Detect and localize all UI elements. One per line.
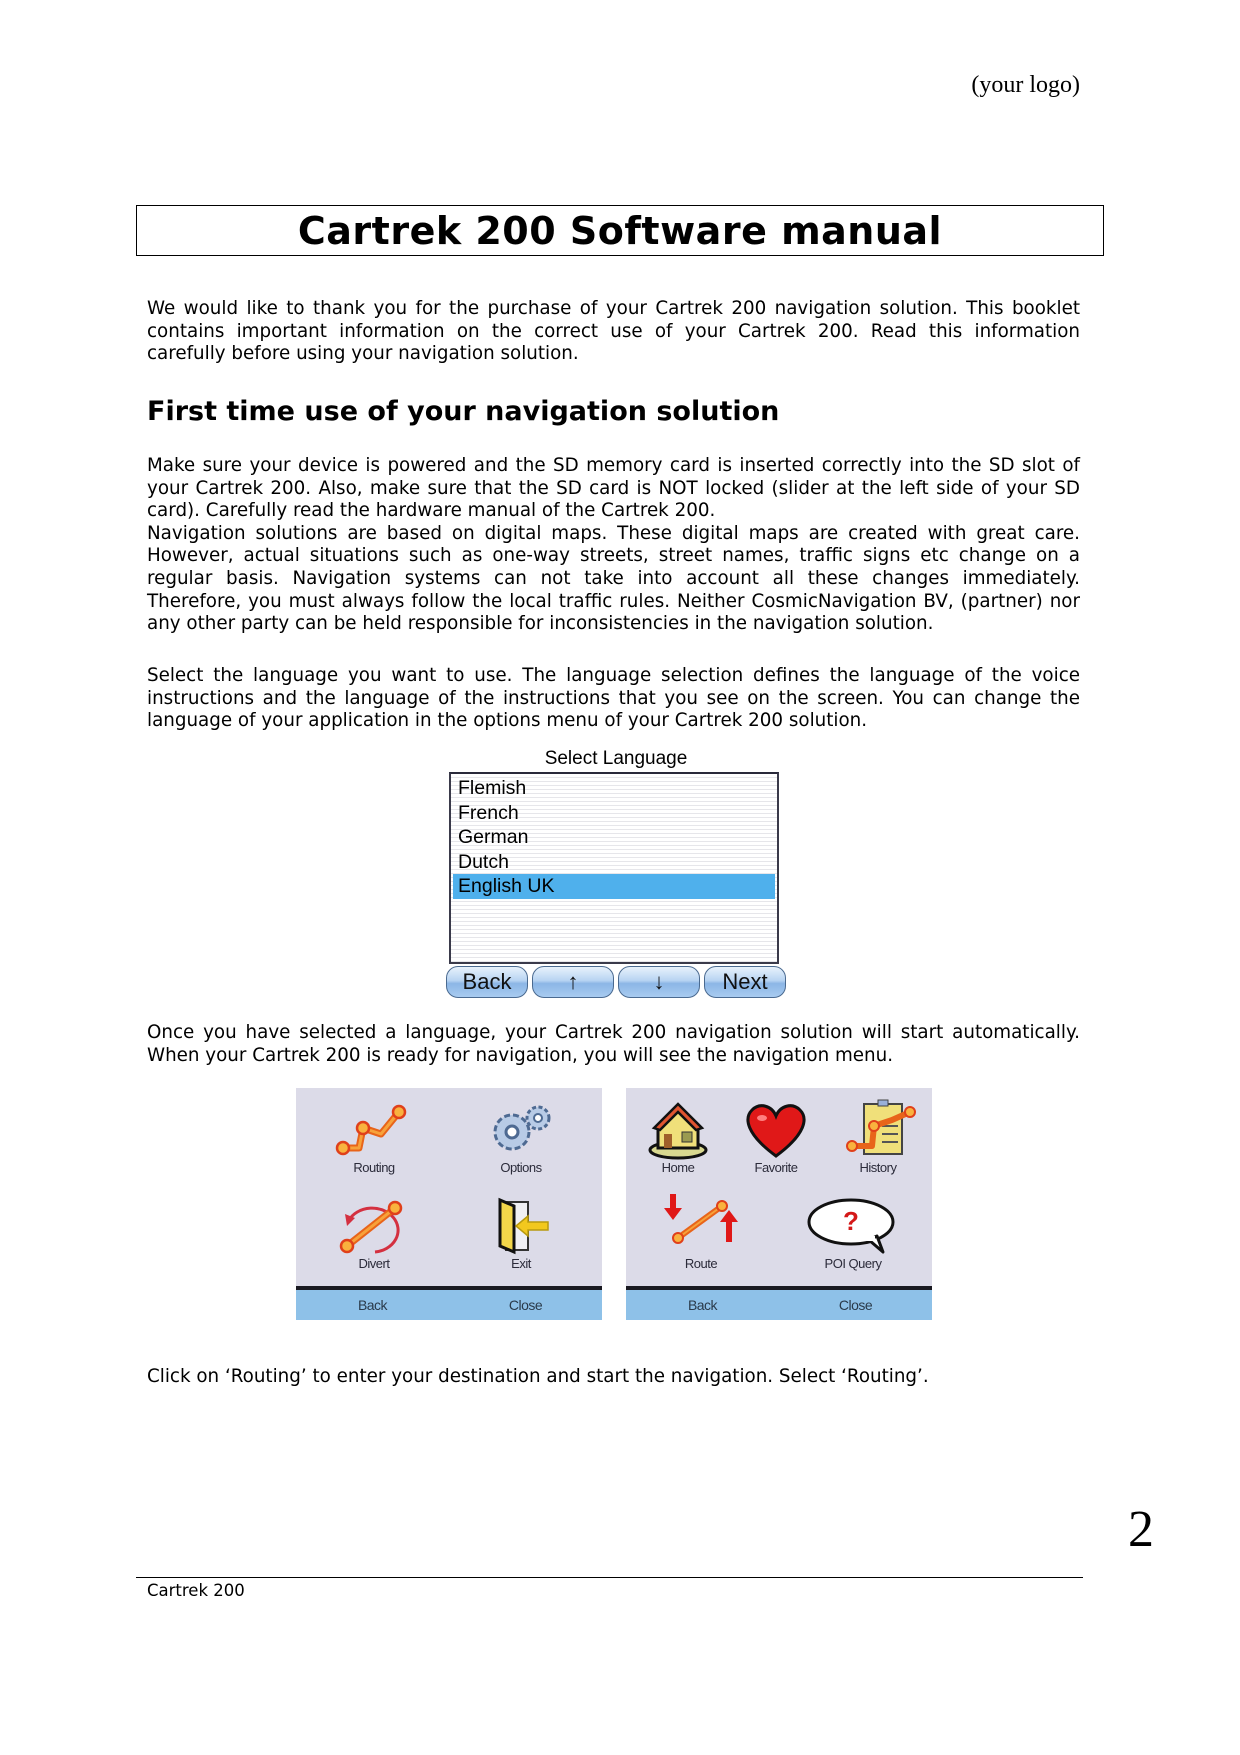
back-button[interactable]: Back bbox=[446, 966, 528, 998]
disclaimer-text: Navigation solutions are based on digital maps. These digital maps are created with great care. However, actual situations such as one-way streets, street names, traffic signs etc change on a regular basis. Navigation systems can not take into account all these changes immediately. Therefore, you must always follow the local traffic rules. Neither CosmicNavigation BV, (partner) nor any other party can be held responsible for inconsistencies in the navigation solution. bbox=[147, 522, 1080, 635]
menu-close-button[interactable]: Close bbox=[838, 1297, 873, 1313]
language-option[interactable]: Flemish bbox=[458, 777, 527, 799]
menu-label: History bbox=[859, 1160, 897, 1175]
routing-instruction-text: Click on ‘Routing’ to enter your destination and start the navigation. Select ‘Routing’. bbox=[147, 1366, 929, 1387]
setup-paragraph bbox=[147, 455, 1080, 636]
route-icon bbox=[656, 1192, 746, 1256]
routing-instruction-paragraph bbox=[147, 1366, 1080, 1389]
menu-bottom-bar bbox=[626, 1290, 932, 1320]
logo-placeholder: (your logo) bbox=[971, 72, 1080, 98]
language-option[interactable]: Dutch bbox=[458, 850, 509, 873]
navigation-menu-paragraph bbox=[147, 1022, 1080, 1067]
menu-item-favorite[interactable] bbox=[732, 1096, 820, 1175]
menu-label: Routing bbox=[353, 1160, 395, 1175]
exit-door-icon bbox=[476, 1194, 566, 1256]
menu-close-button[interactable]: Close bbox=[508, 1297, 543, 1313]
menu-item-route[interactable] bbox=[646, 1192, 756, 1271]
select-language-dialog bbox=[446, 748, 786, 1003]
menu-back-button[interactable]: Back bbox=[687, 1297, 718, 1313]
section-heading: First time use of your navigation solution bbox=[147, 396, 780, 427]
menu-label: Route bbox=[684, 1256, 718, 1271]
document-title-box bbox=[136, 205, 1104, 256]
language-list[interactable] bbox=[449, 772, 779, 964]
page-number: 2 bbox=[1128, 1501, 1154, 1558]
menu-item-home[interactable] bbox=[634, 1096, 722, 1175]
menu-label: Home bbox=[661, 1160, 695, 1175]
setup-text: Make sure your device is powered and the SD memory card is inserted correctly into the SD slot of your Cartrek 200. Also, make sure that the SD card is NOT locked (slider at the left side of your SD card). Carefully read the hardware manual of the Cartrek 200. bbox=[147, 455, 1080, 522]
menu-bottom-bar bbox=[296, 1290, 602, 1320]
up-arrow-button[interactable] bbox=[532, 966, 614, 998]
menu-label: Options bbox=[500, 1160, 542, 1175]
arrow-down-icon: ↓ bbox=[653, 969, 665, 994]
footer-product-name: Cartrek 200 bbox=[147, 1581, 245, 1600]
language-option[interactable]: German bbox=[458, 826, 529, 848]
intro-paragraph bbox=[147, 298, 1080, 366]
down-arrow-button[interactable] bbox=[618, 966, 700, 998]
menu-back-button[interactable]: Back bbox=[357, 1297, 388, 1313]
menu-item-exit[interactable] bbox=[471, 1194, 571, 1271]
dialog-button-bar bbox=[446, 966, 786, 1000]
menu-item-poi-query[interactable] bbox=[798, 1192, 908, 1271]
menu-item-options[interactable] bbox=[471, 1098, 571, 1175]
language-option[interactable]: French bbox=[458, 801, 519, 824]
house-icon bbox=[638, 1096, 718, 1160]
navigation-menu-text: Once you have selected a language, your Cartrek 200 navigation solution will start automatically. When your Cartrek 200 is ready for navigation, you will see the navigation menu. bbox=[147, 1022, 1080, 1066]
routing-icon bbox=[329, 1098, 419, 1160]
divert-icon bbox=[329, 1194, 419, 1256]
language-paragraph bbox=[147, 665, 1080, 733]
main-menu-screenshot bbox=[296, 1088, 602, 1320]
gears-icon bbox=[476, 1098, 566, 1160]
arrow-up-icon: ↑ bbox=[567, 969, 579, 994]
menu-item-routing[interactable] bbox=[324, 1098, 424, 1175]
menu-label: Favorite bbox=[754, 1160, 798, 1175]
question-bubble-icon bbox=[803, 1192, 903, 1256]
history-clipboard-icon bbox=[838, 1096, 918, 1160]
menu-item-history[interactable] bbox=[830, 1096, 926, 1175]
language-text: Select the language you want to use. The language selection defines the language of the voice instructions and the language of the instructions that you see on the screen. You can change the language of your application in the options menu of your Cartrek 200 solution. bbox=[147, 665, 1080, 732]
menu-label: Divert bbox=[358, 1256, 390, 1271]
menu-item-divert[interactable] bbox=[324, 1194, 424, 1271]
svg-text:?: ? bbox=[843, 1206, 859, 1236]
routing-menu-screenshot bbox=[626, 1088, 932, 1320]
next-button[interactable]: Next bbox=[704, 966, 786, 998]
menu-label: POI Query bbox=[824, 1256, 882, 1271]
document-title: Cartrek 200 Software manual bbox=[297, 208, 943, 253]
footer-divider bbox=[136, 1577, 1083, 1578]
heart-icon bbox=[736, 1096, 816, 1160]
dialog-title: Select Language bbox=[544, 748, 688, 769]
menu-label: Exit bbox=[511, 1256, 531, 1271]
intro-text: We would like to thank you for the purchase of your Cartrek 200 navigation solution. This booklet contains important information on the correct use of your Cartrek 200. Read this information carefully before using your navigation solution. bbox=[147, 298, 1080, 365]
language-option-selected[interactable]: English UK bbox=[453, 874, 775, 899]
